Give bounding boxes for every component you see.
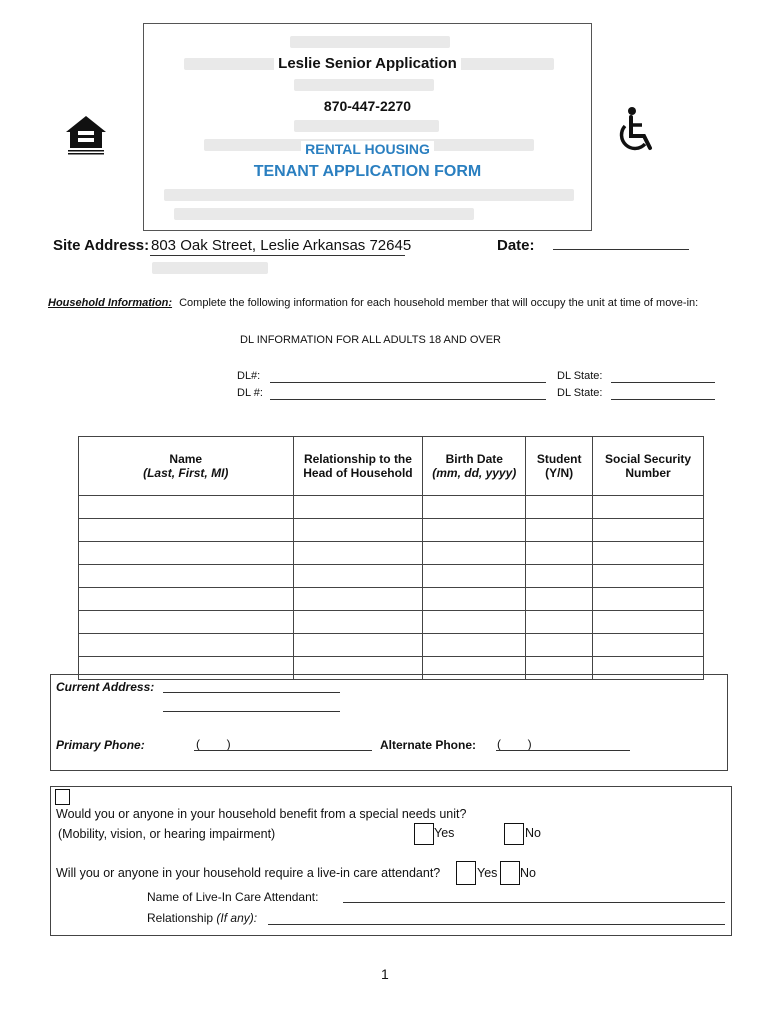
table-cell[interactable]: [293, 588, 423, 611]
special-needs-subtext: (Mobility, vision, or hearing impairment): [58, 827, 276, 841]
table-cell[interactable]: [423, 565, 526, 588]
faded-line: [294, 120, 439, 132]
site-address-line: [150, 255, 405, 256]
table-cell[interactable]: [293, 519, 423, 542]
table-cell[interactable]: [293, 542, 423, 565]
table-cell[interactable]: [593, 634, 704, 657]
current-address-field-2[interactable]: [163, 711, 340, 712]
table-row: [79, 565, 704, 588]
table-cell[interactable]: [79, 611, 294, 634]
alternate-phone-area-code: ( ): [497, 737, 532, 751]
alternate-phone-field[interactable]: [496, 750, 630, 751]
table-cell[interactable]: [423, 611, 526, 634]
table-cell[interactable]: [293, 634, 423, 657]
primary-phone-field[interactable]: [194, 750, 372, 751]
relationship-hint: (If any):: [216, 911, 258, 925]
dl-number-label: DL#:: [237, 370, 261, 382]
primary-phone-area-code: ( ): [196, 737, 231, 751]
column-header-ssn: Social Security Number: [593, 437, 704, 496]
dl-state-label: DL State:: [557, 370, 603, 382]
table-cell[interactable]: [423, 542, 526, 565]
table-row: [79, 542, 704, 565]
table-cell[interactable]: [593, 542, 704, 565]
table-cell[interactable]: [79, 542, 294, 565]
dl-state-field-1[interactable]: [611, 382, 715, 383]
table-row: [79, 519, 704, 542]
special-needs-no-label: No: [525, 826, 541, 840]
equal-housing-opportunity-logo: [64, 112, 108, 156]
household-instruction: Complete the following information for each household member that will occupy the unit at time of move-in:: [179, 297, 699, 309]
table-cell[interactable]: [79, 588, 294, 611]
relationship-field[interactable]: [268, 924, 725, 925]
faded-line: [152, 262, 268, 274]
table-cell[interactable]: [593, 519, 704, 542]
table-cell[interactable]: [526, 519, 593, 542]
page-number: 1: [381, 966, 389, 982]
current-address-label: Current Address:: [56, 680, 155, 694]
dl-number-field-2[interactable]: [270, 399, 546, 400]
attendant-name-field[interactable]: [343, 902, 725, 903]
section-checkbox[interactable]: [55, 789, 70, 805]
dl-number-label: DL #:: [237, 387, 263, 399]
primary-phone-label: Primary Phone:: [56, 738, 145, 752]
special-needs-question: Would you or anyone in your household benefit from a special needs unit?: [56, 807, 467, 821]
table-cell[interactable]: [593, 496, 704, 519]
household-info-label: Household Information:: [48, 297, 173, 309]
table-row: [79, 611, 704, 634]
special-needs-no-checkbox[interactable]: [504, 823, 524, 845]
dl-number-field-1[interactable]: [270, 382, 546, 383]
table-row: [79, 588, 704, 611]
table-cell[interactable]: [423, 634, 526, 657]
attendant-name-label: Name of Live-In Care Attendant:: [147, 890, 319, 904]
special-needs-yes-label: Yes: [434, 826, 455, 840]
table-cell[interactable]: [293, 611, 423, 634]
attendant-no-label: No: [520, 866, 536, 880]
current-address-field-1[interactable]: [163, 692, 340, 693]
table-cell[interactable]: [293, 496, 423, 519]
application-title: Leslie Senior Application: [274, 55, 461, 72]
table-row: [79, 496, 704, 519]
column-header-name: Name (Last, First, MI): [79, 437, 294, 496]
table-cell[interactable]: [423, 519, 526, 542]
dl-heading: DL INFORMATION FOR ALL ADULTS 18 AND OVER: [240, 334, 502, 346]
table-cell[interactable]: [526, 496, 593, 519]
column-header-student: Student (Y/N): [526, 437, 593, 496]
dl-state-field-2[interactable]: [611, 399, 715, 400]
table-cell[interactable]: [79, 634, 294, 657]
rental-housing-label: RENTAL HOUSING: [301, 141, 434, 157]
alternate-phone-label: Alternate Phone:: [380, 738, 477, 752]
table-row: [79, 634, 704, 657]
table-cell[interactable]: [293, 565, 423, 588]
attendant-no-checkbox[interactable]: [500, 861, 520, 885]
live-in-attendant-question: Will you or anyone in your household require a live-in care attendant?: [56, 866, 441, 880]
table-header-row: [79, 437, 704, 496]
site-address-label: Site Address:: [53, 237, 150, 254]
table-cell[interactable]: [526, 542, 593, 565]
column-header-birth-date: Birth Date (mm, dd, yyyy): [423, 437, 526, 496]
form-title: TENANT APPLICATION FORM: [253, 163, 482, 180]
table-cell[interactable]: [526, 565, 593, 588]
wheelchair-accessible-icon: [612, 106, 660, 156]
date-field[interactable]: [553, 249, 689, 250]
attendant-yes-checkbox[interactable]: [456, 861, 476, 885]
column-header-relationship: Relationship to the Head of Household: [293, 437, 423, 496]
relationship-label: Relationship: [147, 911, 214, 925]
date-label: Date:: [497, 237, 535, 254]
site-address-value: 803 Oak Street, Leslie Arkansas 72645: [151, 237, 412, 254]
special-needs-yes-checkbox[interactable]: [414, 823, 434, 845]
table-cell[interactable]: [593, 611, 704, 634]
faded-line: [290, 36, 450, 48]
faded-line: [174, 208, 474, 220]
household-members-table: [78, 436, 704, 680]
dl-state-label: DL State:: [557, 387, 603, 399]
faded-line: [164, 189, 574, 201]
table-cell[interactable]: [423, 588, 526, 611]
table-cell[interactable]: [526, 611, 593, 634]
faded-line: [294, 79, 434, 91]
header-box: [143, 23, 592, 231]
phone-number: 870-447-2270: [323, 98, 412, 114]
table-cell[interactable]: [526, 588, 593, 611]
table-cell[interactable]: [79, 519, 294, 542]
table-cell[interactable]: [423, 496, 526, 519]
table-cell[interactable]: [526, 634, 593, 657]
table-cell[interactable]: [79, 565, 294, 588]
table-cell[interactable]: [79, 496, 294, 519]
attendant-yes-label: Yes: [477, 866, 498, 880]
table-cell[interactable]: [593, 565, 704, 588]
table-cell[interactable]: [593, 588, 704, 611]
